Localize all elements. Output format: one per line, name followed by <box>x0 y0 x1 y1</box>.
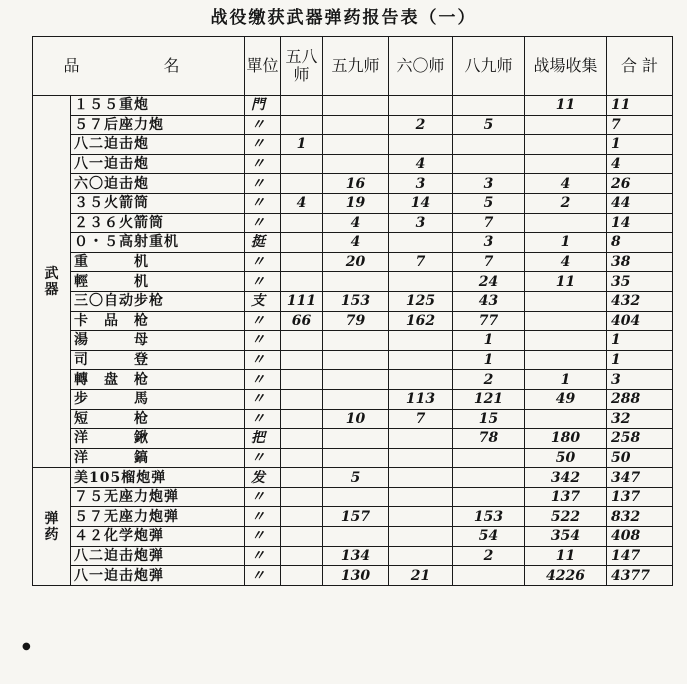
cell-d59: 5 <box>323 468 389 488</box>
cell-d58 <box>281 507 323 527</box>
item-name: 司 登 <box>71 350 245 370</box>
item-unit: 〃 <box>245 527 281 547</box>
cell-field <box>525 291 607 311</box>
header-total: 合 計 <box>607 37 673 96</box>
item-name: 美105榴炮弹 <box>71 468 245 488</box>
cell-d89 <box>453 468 525 488</box>
cell-d89: 2 <box>453 370 525 390</box>
item-unit: 把 <box>245 429 281 449</box>
table-row <box>33 154 673 174</box>
table-row <box>33 487 673 507</box>
margin-mark: ● <box>22 641 31 652</box>
cell-d60 <box>389 350 453 370</box>
cell-d59 <box>323 350 389 370</box>
item-name: 八一迫击炮 <box>71 154 245 174</box>
item-unit: 〃 <box>245 252 281 272</box>
table-row <box>33 546 673 566</box>
cell-d59 <box>323 527 389 547</box>
cell-d59 <box>323 487 389 507</box>
cell-d58 <box>281 252 323 272</box>
cell-total: 11 <box>607 96 673 116</box>
cell-field: 137 <box>525 487 607 507</box>
cell-total: 258 <box>607 429 673 449</box>
header-div59: 五九师 <box>323 37 389 96</box>
cell-field: 522 <box>525 507 607 527</box>
cell-d59: 16 <box>323 174 389 194</box>
cell-d89: 7 <box>453 213 525 233</box>
table-row <box>33 468 673 488</box>
cell-d59: 79 <box>323 311 389 331</box>
cell-d60: 113 <box>389 389 453 409</box>
item-name: ２３６火箭筒 <box>71 213 245 233</box>
cell-field <box>525 350 607 370</box>
header-unit: 單位 <box>245 37 281 96</box>
cell-d60 <box>389 96 453 116</box>
cell-field <box>525 135 607 155</box>
item-unit: 〃 <box>245 409 281 429</box>
cell-field <box>525 115 607 135</box>
cell-d58 <box>281 233 323 253</box>
header-div58: 五八师 <box>281 37 323 96</box>
cell-total: 1 <box>607 331 673 351</box>
cell-d58: 4 <box>281 193 323 213</box>
cell-d58 <box>281 448 323 468</box>
cell-d89: 7 <box>453 252 525 272</box>
cell-d89 <box>453 96 525 116</box>
cell-d59 <box>323 429 389 449</box>
cell-d60: 2 <box>389 115 453 135</box>
cell-total: 14 <box>607 213 673 233</box>
page-title: 战役缴获武器弹药报告表（一） <box>210 8 477 28</box>
cell-d89: 1 <box>453 331 525 351</box>
table-row <box>33 527 673 547</box>
cell-d59 <box>323 448 389 468</box>
cell-d58 <box>281 370 323 390</box>
cell-field: 11 <box>525 96 607 116</box>
cell-d60 <box>389 233 453 253</box>
cell-d60: 4 <box>389 154 453 174</box>
table-row <box>33 370 673 390</box>
cell-d89: 77 <box>453 311 525 331</box>
cell-d89: 121 <box>453 389 525 409</box>
table-row <box>33 213 673 233</box>
item-unit: 〃 <box>245 487 281 507</box>
table-body <box>33 96 673 586</box>
item-unit: 〃 <box>245 213 281 233</box>
table-row <box>33 409 673 429</box>
cell-field <box>525 409 607 429</box>
cell-d89 <box>453 448 525 468</box>
cell-d60: 3 <box>389 174 453 194</box>
table-row <box>33 193 673 213</box>
cell-d58 <box>281 566 323 586</box>
table-row <box>33 233 673 253</box>
cell-d59: 157 <box>323 507 389 527</box>
cell-d60: 21 <box>389 566 453 586</box>
item-name: ５７后座力炮 <box>71 115 245 135</box>
cell-total: 1 <box>607 135 673 155</box>
cell-d89: 54 <box>453 527 525 547</box>
item-name: 輕 机 <box>71 272 245 292</box>
cell-d58 <box>281 213 323 233</box>
cell-field: 4 <box>525 174 607 194</box>
header-field-collection: 战場收集 <box>525 37 607 96</box>
cell-d89: 1 <box>453 350 525 370</box>
cell-d58 <box>281 331 323 351</box>
item-name: ７５无座力炮弹 <box>71 487 245 507</box>
item-name: 短 枪 <box>71 409 245 429</box>
item-name: 八二迫击炮 <box>71 135 245 155</box>
item-name: 洋 鎬 <box>71 448 245 468</box>
item-unit: 〃 <box>245 193 281 213</box>
cell-d89 <box>453 566 525 586</box>
cell-d58: 111 <box>281 291 323 311</box>
cell-d58 <box>281 174 323 194</box>
item-name: ５７无座力炮弹 <box>71 507 245 527</box>
cell-d59 <box>323 96 389 116</box>
category-ammo: 弹 药 <box>33 468 71 586</box>
cell-d59: 130 <box>323 566 389 586</box>
cell-total: 408 <box>607 527 673 547</box>
item-name: 轉 盘 枪 <box>71 370 245 390</box>
cell-d60 <box>389 468 453 488</box>
item-name: 洋 鍬 <box>71 429 245 449</box>
cell-total: 347 <box>607 468 673 488</box>
item-name: 卡 品 枪 <box>71 311 245 331</box>
cell-d59: 134 <box>323 546 389 566</box>
cell-total: 38 <box>607 252 673 272</box>
header-row <box>33 37 673 96</box>
cell-field: 354 <box>525 527 607 547</box>
cell-d89: 3 <box>453 233 525 253</box>
cell-total: 7 <box>607 115 673 135</box>
item-unit: 〃 <box>245 370 281 390</box>
cell-field: 11 <box>525 272 607 292</box>
cell-total: 432 <box>607 291 673 311</box>
item-unit: 〃 <box>245 507 281 527</box>
table-row <box>33 174 673 194</box>
item-name: 步 馬 <box>71 389 245 409</box>
item-unit: 〃 <box>245 174 281 194</box>
table-row <box>33 135 673 155</box>
item-unit: 〃 <box>245 311 281 331</box>
header-div89: 八九师 <box>453 37 525 96</box>
cell-total: 4377 <box>607 566 673 586</box>
table-row <box>33 252 673 272</box>
cell-d60: 7 <box>389 409 453 429</box>
cell-field: 49 <box>525 389 607 409</box>
item-unit: 〃 <box>245 272 281 292</box>
item-unit: 〃 <box>245 389 281 409</box>
cell-d89: 153 <box>453 507 525 527</box>
cell-d89: 78 <box>453 429 525 449</box>
category-weapons: 武 器 <box>33 96 71 468</box>
cell-d89 <box>453 487 525 507</box>
item-name: １５５重炮 <box>71 96 245 116</box>
cell-d89: 5 <box>453 115 525 135</box>
cell-d59: 19 <box>323 193 389 213</box>
item-unit: 〃 <box>245 566 281 586</box>
item-name: 重 机 <box>71 252 245 272</box>
cell-d58 <box>281 350 323 370</box>
cell-d89 <box>453 135 525 155</box>
cell-d60 <box>389 370 453 390</box>
cell-d89: 15 <box>453 409 525 429</box>
cell-d60: 14 <box>389 193 453 213</box>
cell-d58 <box>281 546 323 566</box>
item-unit: 門 <box>245 96 281 116</box>
item-name: ４２化学炮弹 <box>71 527 245 547</box>
table-row <box>33 429 673 449</box>
cell-d58 <box>281 527 323 547</box>
table-row <box>33 448 673 468</box>
cell-d60 <box>389 331 453 351</box>
item-unit: 〃 <box>245 546 281 566</box>
cell-field <box>525 213 607 233</box>
cell-d58 <box>281 487 323 507</box>
cell-d58 <box>281 272 323 292</box>
cell-total: 32 <box>607 409 673 429</box>
cell-field <box>525 154 607 174</box>
table-row <box>33 350 673 370</box>
cell-d89: 3 <box>453 174 525 194</box>
item-unit: 发 <box>245 468 281 488</box>
cell-field: 1 <box>525 370 607 390</box>
header-item-name: 品 名 <box>33 37 245 96</box>
cell-d89: 24 <box>453 272 525 292</box>
table-row <box>33 507 673 527</box>
item-name: 湯 母 <box>71 331 245 351</box>
cell-total: 147 <box>607 546 673 566</box>
cell-d59: 10 <box>323 409 389 429</box>
cell-d60 <box>389 507 453 527</box>
item-name: 八二迫击炮弹 <box>71 546 245 566</box>
cell-field: 1 <box>525 233 607 253</box>
cell-d59 <box>323 331 389 351</box>
table-row <box>33 566 673 586</box>
cell-total: 832 <box>607 507 673 527</box>
cell-total: 35 <box>607 272 673 292</box>
item-unit: 挺 <box>245 233 281 253</box>
cell-total: 137 <box>607 487 673 507</box>
cell-total: 8 <box>607 233 673 253</box>
cell-total: 44 <box>607 193 673 213</box>
item-name: 六〇迫击炮 <box>71 174 245 194</box>
item-name: 三〇自动步枪 <box>71 291 245 311</box>
cell-d60 <box>389 546 453 566</box>
cell-total: 404 <box>607 311 673 331</box>
item-unit: 〃 <box>245 331 281 351</box>
cell-d60 <box>389 272 453 292</box>
cell-d60: 162 <box>389 311 453 331</box>
cell-field: 11 <box>525 546 607 566</box>
table-row <box>33 291 673 311</box>
table-row <box>33 331 673 351</box>
cell-d59: 4 <box>323 213 389 233</box>
item-unit: 支 <box>245 291 281 311</box>
table-row <box>33 115 673 135</box>
cell-d58 <box>281 389 323 409</box>
cell-field: 50 <box>525 448 607 468</box>
cell-total: 3 <box>607 370 673 390</box>
item-unit: 〃 <box>245 154 281 174</box>
cell-d59 <box>323 115 389 135</box>
cell-d89: 2 <box>453 546 525 566</box>
cell-d60: 125 <box>389 291 453 311</box>
cell-d58: 1 <box>281 135 323 155</box>
cell-total: 4 <box>607 154 673 174</box>
item-name: ０・５高射重机 <box>71 233 245 253</box>
item-unit: 〃 <box>245 135 281 155</box>
cell-d59 <box>323 272 389 292</box>
table-row <box>33 96 673 116</box>
cell-d58 <box>281 115 323 135</box>
cell-d58 <box>281 468 323 488</box>
cell-total: 26 <box>607 174 673 194</box>
cell-d60 <box>389 527 453 547</box>
cell-total: 1 <box>607 350 673 370</box>
cell-total: 288 <box>607 389 673 409</box>
cell-field <box>525 331 607 351</box>
cell-d58 <box>281 409 323 429</box>
cell-d60: 3 <box>389 213 453 233</box>
cell-d60 <box>389 448 453 468</box>
cell-d59 <box>323 370 389 390</box>
cell-d59: 153 <box>323 291 389 311</box>
cell-d59 <box>323 154 389 174</box>
table-row <box>33 389 673 409</box>
cell-field: 4226 <box>525 566 607 586</box>
cell-d58 <box>281 429 323 449</box>
table-row <box>33 272 673 292</box>
cell-d59 <box>323 389 389 409</box>
cell-d58 <box>281 154 323 174</box>
cell-d89: 43 <box>453 291 525 311</box>
cell-d89: 5 <box>453 193 525 213</box>
cell-d58: 66 <box>281 311 323 331</box>
cell-field <box>525 311 607 331</box>
item-unit: 〃 <box>245 350 281 370</box>
cell-d59: 20 <box>323 252 389 272</box>
cell-d60 <box>389 429 453 449</box>
cell-d89 <box>453 154 525 174</box>
cell-total: 50 <box>607 448 673 468</box>
table-row <box>33 311 673 331</box>
item-unit: 〃 <box>245 115 281 135</box>
cell-field: 2 <box>525 193 607 213</box>
cell-field: 180 <box>525 429 607 449</box>
cell-d59: 4 <box>323 233 389 253</box>
report-table <box>32 36 673 586</box>
item-unit: 〃 <box>245 448 281 468</box>
cell-d58 <box>281 96 323 116</box>
cell-field: 4 <box>525 252 607 272</box>
item-name: ３５火箭筒 <box>71 193 245 213</box>
cell-d59 <box>323 135 389 155</box>
cell-d60: 7 <box>389 252 453 272</box>
cell-field: 342 <box>525 468 607 488</box>
cell-d60 <box>389 487 453 507</box>
item-name: 八一迫击炮弹 <box>71 566 245 586</box>
header-div60: 六〇师 <box>389 37 453 96</box>
cell-d60 <box>389 135 453 155</box>
